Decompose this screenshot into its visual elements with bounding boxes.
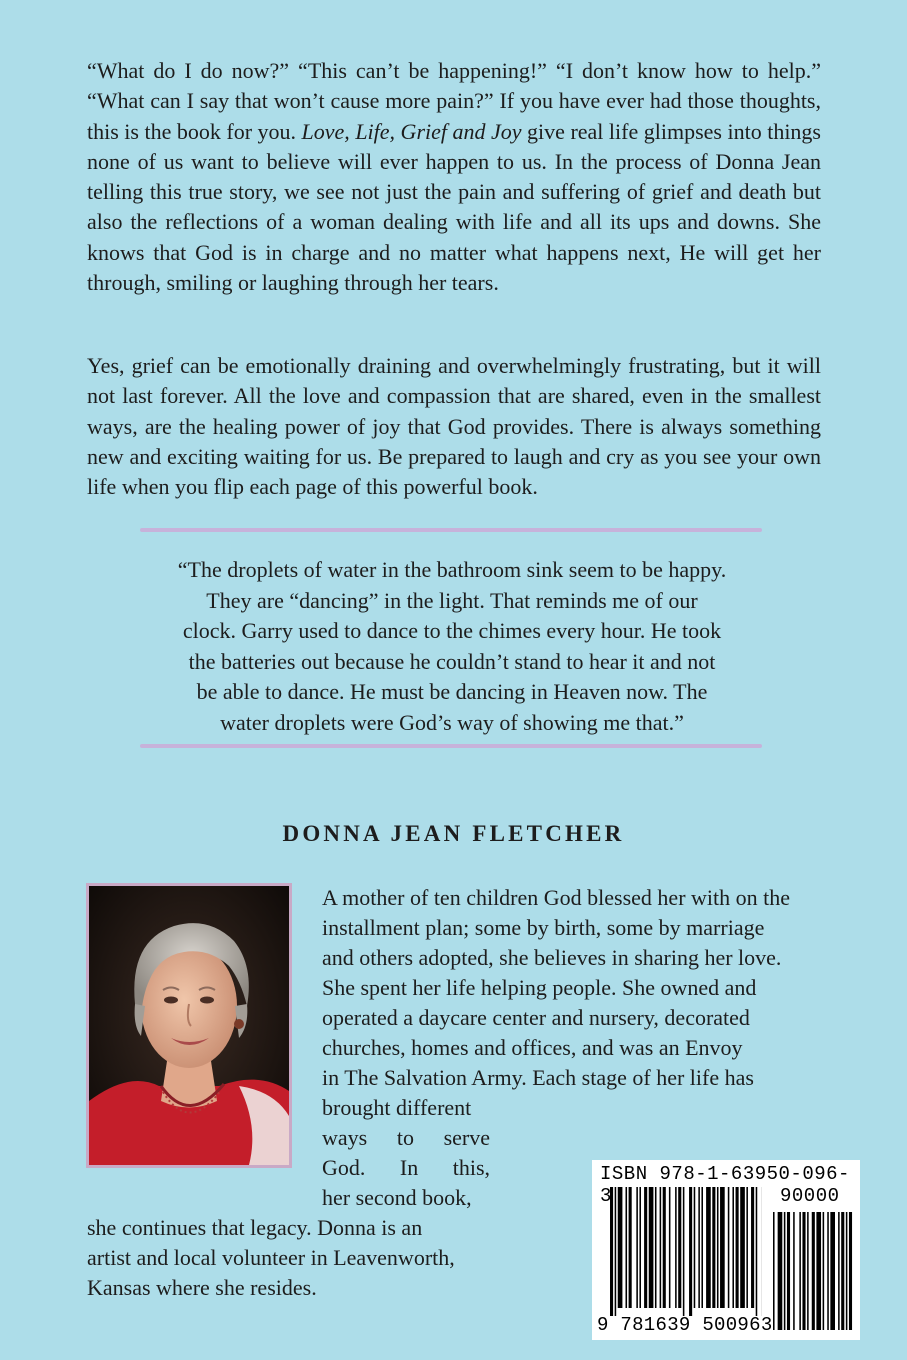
bio-line: God. In this,	[322, 1155, 490, 1180]
blurb-paragraph-1-start: “What do I do now?” “This can’t be happening!” “I don’t know how to help.” “What can I say that won’t cause more pain?” If you have ever had those thoughts, this is the book for you.	[87, 58, 821, 144]
bio-line: artist and local volunteer in Leavenworth,	[87, 1245, 455, 1270]
bio-line: Kansas where she resides.	[87, 1275, 317, 1300]
ean-number: 9 781639 500963	[597, 1314, 773, 1336]
quote-line: “The droplets of water in the bathroom sink seem to be happy.	[177, 557, 727, 582]
price-addon-number: 90000	[780, 1185, 840, 1207]
barcode-bar	[849, 1212, 852, 1330]
book-title: Love, Life, Grief and Joy	[301, 118, 522, 144]
barcode-bar	[778, 1212, 783, 1330]
quote-line: the batteries out because he couldn’t stand to hear it and not	[188, 648, 716, 674]
author-photo	[86, 883, 292, 1168]
bio-line: churches, homes and offices, and was an Envoy	[322, 1035, 743, 1060]
barcode-bar	[807, 1212, 809, 1330]
quote-line: water droplets were God’s way of showing me that.”	[220, 709, 684, 735]
bio-line: A mother of ten children God blessed her with on the	[322, 885, 791, 910]
barcode-bar	[812, 1212, 815, 1330]
barcode-bar	[841, 1212, 844, 1330]
bio-line: she continues that legacy. Donna is an	[87, 1215, 423, 1240]
quote-divider-bottom	[140, 744, 762, 748]
barcode-bar	[830, 1212, 835, 1330]
barcode-bar	[773, 1212, 775, 1330]
bio-line: operated a daycare center and nursery, decorated	[322, 1005, 750, 1030]
quote-line: clock. Garry used to dance to the chimes every hour. He took	[182, 618, 722, 643]
barcode-bar	[846, 1212, 848, 1330]
author-portrait-illustration	[89, 886, 289, 1165]
blurb-paragraph-1	[87, 56, 821, 298]
bio-line: installment plan; some by birth, some by marriage	[322, 915, 765, 940]
barcode-bar	[784, 1212, 786, 1330]
pull-quote	[150, 555, 754, 738]
blurb-paragraph-2: Yes, grief can be emotionally draining and overwhelmingly frustrating, but it will not last forever. All the love and compassion that are shared, even in the smallest ways, are the healing power of joy that God provides. There is always something new and exciting waiting for us. Be prepared to laugh and cry as you see your own life when you flip each page of this powerful book.	[87, 353, 821, 500]
barcode-bar	[793, 1212, 795, 1330]
bio-line: her second book,	[322, 1185, 472, 1210]
quote-line: They are “dancing” in the light. That reminds me of our	[206, 587, 698, 613]
barcode-bar	[799, 1212, 801, 1330]
quote-line: be able to dance. He must be dancing in Heaven now. The	[196, 679, 708, 704]
bio-line: brought different	[322, 1095, 472, 1120]
bio-line: ways to serve	[322, 1125, 490, 1150]
barcode-bar	[827, 1212, 829, 1330]
bio-line: and others adopted, she believes in sharing her love.	[322, 945, 782, 970]
bio-line: in The Salvation Army. Each stage of her life has	[322, 1065, 754, 1090]
isbn-number: ISBN 978-1-63950-096-3	[600, 1163, 850, 1207]
barcode-bar	[802, 1212, 805, 1330]
author-name: DONNA JEAN FLETCHER	[282, 821, 625, 846]
barcode-bar	[816, 1212, 821, 1330]
isbn-barcode	[592, 1160, 860, 1340]
barcode-bar	[823, 1212, 825, 1330]
barcode-bar	[838, 1212, 840, 1330]
blurb-paragraph-1-end: give real life glimpses into things none of us want to believe will ever happen to us. In the process of Donna Jean telling this true story, we see not just the pain and suffering of grief and death but also the reflections of a woman dealing with life and all its ups and downs. She knows that God is in charge and no matter what happens next, He will get her through, smiling or laughing through her tears.	[87, 118, 821, 296]
barcode-bar	[787, 1212, 790, 1330]
quote-divider-top	[140, 528, 762, 532]
bio-line: She spent her life helping people. She owned and	[322, 975, 757, 1000]
